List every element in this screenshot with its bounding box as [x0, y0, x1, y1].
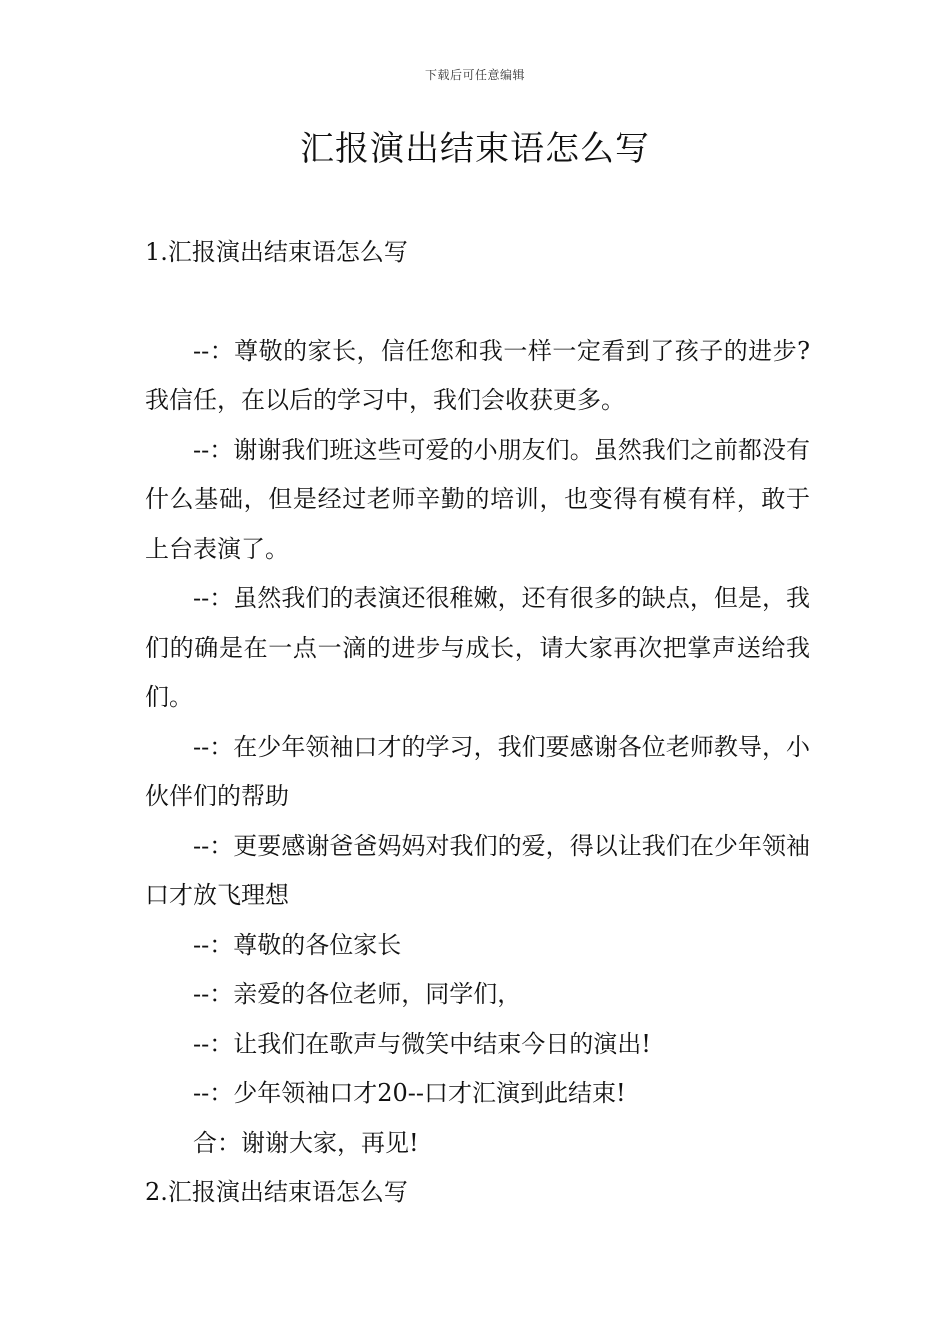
paragraph: --：谢谢我们班这些可爱的小朋友们。虽然我们之前都没有什么基础，但是经过老师辛勤的培训，也变得有模有样，敢于上台表演了。	[145, 435, 810, 563]
paragraph: --：在少年领袖口才的学习，我们要感谢各位老师教导，小伙伴们的帮助	[145, 732, 810, 810]
paragraph: --：更要感谢爸爸妈妈对我们的爱，得以让我们在少年领袖口才放飞理想	[145, 831, 810, 909]
paragraph: --：尊敬的各位家长	[193, 930, 402, 959]
header-note: 下载后可任意编辑	[424, 68, 525, 82]
paragraph: --：尊敬的家长，信任您和我一样一定看到了孩子的进步?我信任，在以后的学习中，我们会收获更多。	[145, 336, 810, 414]
paragraph: --：让我们在歌声与微笑中结束今日的演出!	[193, 1029, 651, 1058]
section-1-heading: 1.汇报演出结束语怎么写	[145, 238, 408, 266]
document-body	[145, 228, 810, 1218]
paragraph: --：少年领袖口才20--口才汇演到此结束!	[193, 1079, 626, 1107]
paragraph: --：虽然我们的表演还很稚嫩，还有很多的缺点，但是，我们的确是在一点一滴的进步与成长，请大家再次把掌声送给我们。	[145, 584, 810, 711]
paragraph: 合：谢谢大家，再见!	[193, 1128, 419, 1157]
spacer	[145, 278, 810, 327]
paragraph: --：亲爱的各位老师，同学们，	[193, 980, 522, 1008]
section-2-heading: 2.汇报演出结束语怎么写	[145, 1178, 408, 1206]
document-title: 汇报演出结束语怎么写	[300, 129, 650, 169]
